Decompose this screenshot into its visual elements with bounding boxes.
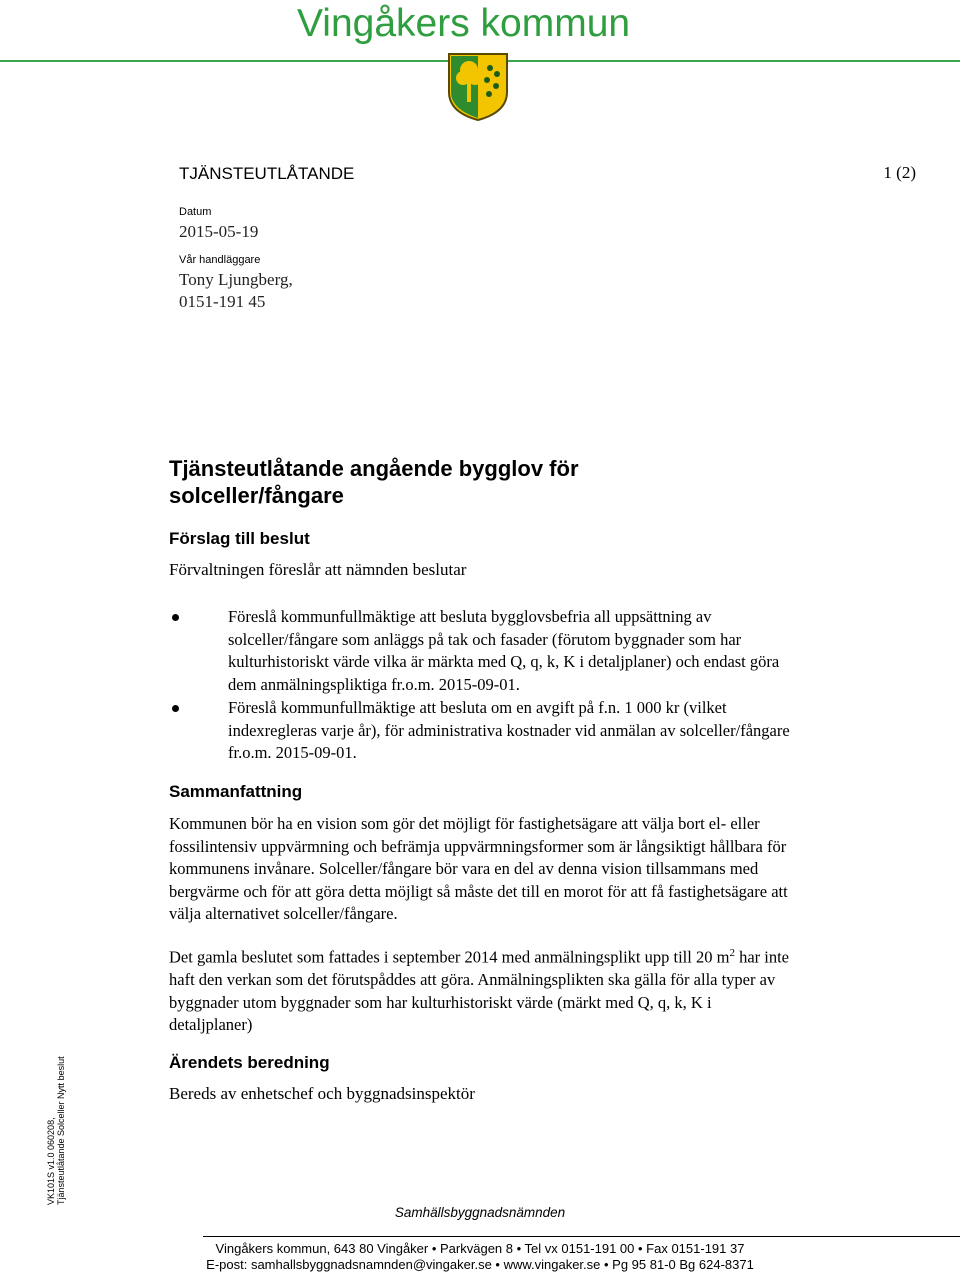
handler-name: Tony Ljungberg,	[179, 270, 293, 289]
footer-rule	[203, 1236, 960, 1237]
template-id: VK101S v1.0 060208,	[46, 1117, 56, 1205]
handler-label: Vår handläggare	[179, 254, 261, 266]
bullet-text: Föreslå kommunfullmäktige att besluta om en avgift på f.n. 1 000 kr (vilket indexregleras varje år), för administrativa kostnader vid anmälan av solceller/fångare fr.o.m. 2015-09-01.	[228, 697, 790, 763]
bullet-icon	[172, 705, 179, 712]
bullet-text: Föreslå kommunfullmäktige att besluta bygglovsbefria all uppsättning av solceller/fångare som anläggs på tak och fasader (förutom byggnader som har kulturhistoriskt värde vilka är märkta med Q, q, k, K i detaljplaner) och endast göra dem anmälningspliktiga fr.o.m. 2015-09-01.	[228, 607, 780, 695]
page-number: 1 (2)	[883, 163, 916, 182]
footer-unit: Samhällsbyggnadsnämnden	[394, 1205, 566, 1220]
summary-paragraph-1: Kommunen bör ha en vision som gör det möjligt för fastighetsägare att välja bort el- eller fossilintensiv uppvärmning och befrämja uppvärmningsformer som är långsiktigt hållbara för kommunens invånare. Solceller/fångare bör vara en del av denna vision tillsammans med bergvärme och för att göra detta möjligt så måste det till en morot för att få fastighetsägare att välja alternativet solceller/fångare.	[169, 814, 788, 924]
superscript: 2	[729, 947, 735, 959]
date-label: Datum	[179, 206, 212, 218]
preparation-text: Bereds av enhetschef och byggnadsinspektör	[169, 1084, 475, 1103]
summary-paragraph-2-start: Det gamla beslutet som fattades i september 2014 med anmälningsplikt upp till 20 m	[169, 947, 730, 967]
template-name: Tjänsteutlåtande Solceller Nytt beslut	[56, 1056, 66, 1205]
organization-name: Vingåkers kommun	[297, 2, 631, 45]
document-title: Tjänsteutlåtande angående bygglov för solceller/fångare	[169, 456, 579, 508]
template-id-note	[46, 1056, 66, 1205]
bullet-icon	[172, 614, 179, 621]
list-item	[169, 697, 809, 765]
summary-heading: Sammanfattning	[169, 782, 303, 801]
proposal-intro: Förvaltningen föreslår att nämnden beslutar	[169, 560, 467, 579]
footer-address: Vingåkers kommun, 643 80 Vingåker • Parkvägen 8 • Tel vx 0151-191 00 • Fax 0151-191 37	[215, 1241, 745, 1256]
summary-paragraph-2-end: har inte haft den verkan som det förutspåddes att göra. Anmälningsplikten ska gälla för alla typer av byggnader utom byggnader som har kulturhistoriskt värde (märkt med Q, q, k, K i detaljplaner)	[169, 947, 789, 1035]
handler-phone: 0151-191 45	[179, 292, 266, 311]
list-item	[169, 606, 809, 697]
date-value: 2015-05-19	[179, 222, 259, 241]
proposal-list	[169, 606, 809, 765]
document-type: TJÄNSTEUTLÅTANDE	[179, 164, 355, 183]
proposal-heading: Förslag till beslut	[169, 529, 310, 548]
municipal-crest-icon	[447, 52, 509, 122]
preparation-heading: Ärendets beredning	[169, 1053, 330, 1072]
summary-paragraph-2	[169, 942, 791, 1037]
footer-contact: E-post: samhallsbyggnadsnamnden@vingaker.se • www.vingaker.se • Pg 95 81-0 Bg 624-8371	[206, 1257, 754, 1272]
